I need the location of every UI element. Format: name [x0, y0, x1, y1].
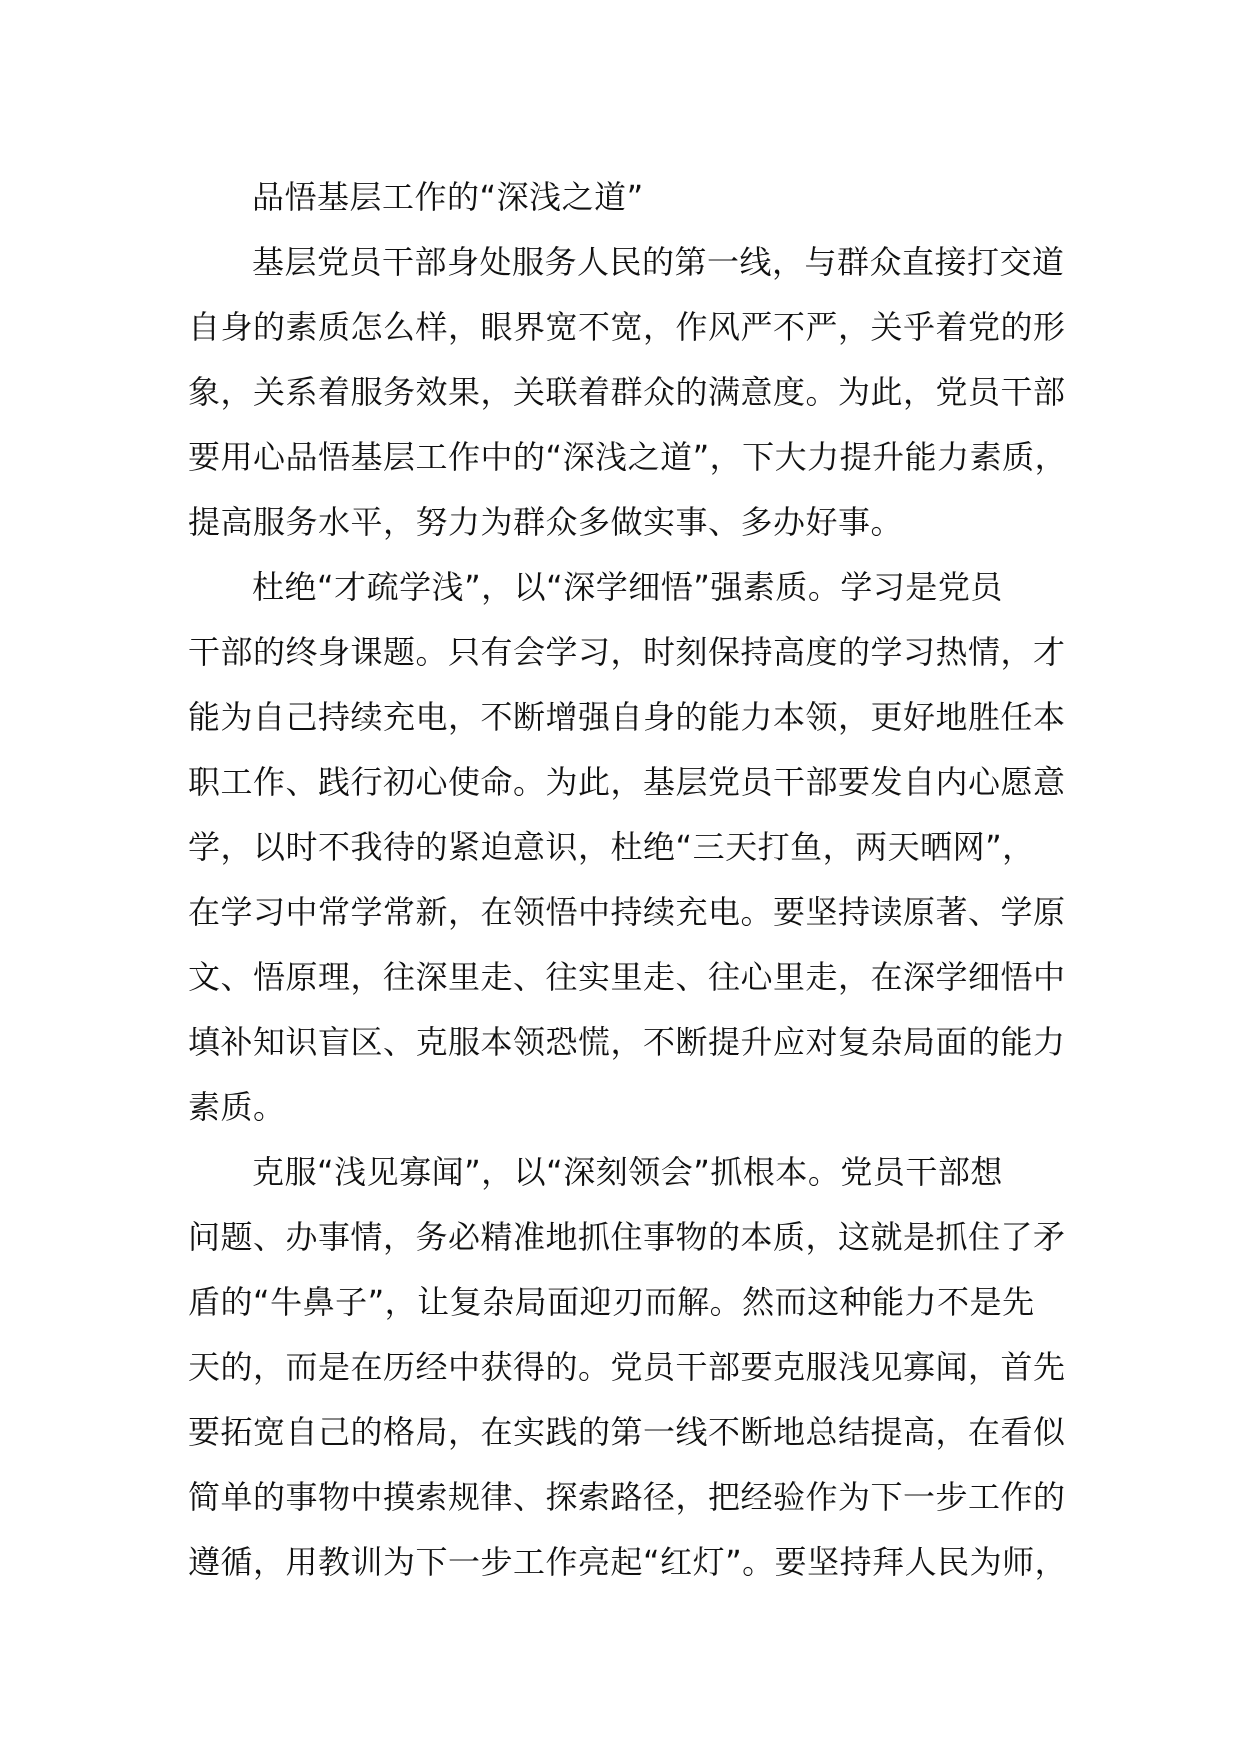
paragraph-2-line-9: 素质。: [188, 1088, 286, 1126]
paragraph-1-line-4: 要用心品悟基层工作中的“深浅之道”，下大力提升能力素质，: [188, 438, 1068, 476]
paragraph-1-line-5: 提高服务水平，努力为群众多做实事、多办好事。: [188, 503, 904, 541]
paragraph-3-line-7: 遵循，用教训为下一步工作亮起“红灯”。要坚持拜人民为师，: [188, 1543, 1068, 1581]
paragraph-3-line-2: 问题、办事情，务必精准地抓住事物的本质，这就是抓住了矛: [188, 1218, 1066, 1256]
paragraph-2-line-5: 学，以时不我待的紧迫意识，杜绝“三天打鱼，两天晒网”，: [188, 828, 1035, 866]
paragraph-3-line-4: 天的，而是在历经中获得的。党员干部要克服浅见寡闻，首先: [188, 1348, 1066, 1386]
paragraph-2-line-4: 职工作、践行初心使命。为此，基层党员干部要发自内心愿意: [188, 763, 1066, 801]
paragraph-1-line-2: 自身的素质怎么样，眼界宽不宽，作风严不严，关乎着党的形: [188, 308, 1066, 346]
paragraph-3-line-5: 要拓宽自己的格局，在实践的第一线不断地总结提高，在看似: [188, 1413, 1066, 1451]
paragraph-1-line-1: 基层党员干部身处服务人民的第一线，与群众直接打交道: [252, 243, 1065, 281]
paragraph-3-line-6: 简单的事物中摸索规律、探索路径，把经验作为下一步工作的: [188, 1478, 1066, 1516]
paragraph-1-line-3: 象，关系着服务效果，关联着群众的满意度。为此，党员干部: [188, 373, 1066, 411]
article-body: [188, 165, 1088, 1595]
paragraph-2-line-1: 杜绝“才疏学浅”，以“深学细悟”强素质。学习是党员: [252, 568, 1003, 606]
paragraph-2-line-8: 填补知识盲区、克服本领恐慌，不断提升应对复杂局面的能力: [188, 1023, 1066, 1061]
paragraph-2-line-6: 在学习中常学常新，在领悟中持续充电。要坚持读原著、学原: [188, 893, 1066, 931]
paragraph-2-line-3: 能为自己持续充电，不断增强自身的能力本领，更好地胜任本: [188, 698, 1066, 736]
paragraph-3-line-3: 盾的“牛鼻子”，让复杂局面迎刃而解。然而这种能力不是先: [188, 1283, 1035, 1321]
article-title: 品悟基层工作的“深浅之道”: [252, 178, 644, 216]
paragraph-3-line-1: 克服“浅见寡闻”，以“深刻领会”抓根本。党员干部想: [252, 1153, 1003, 1191]
paragraph-2-line-2: 干部的终身课题。只有会学习，时刻保持高度的学习热情，才: [188, 633, 1066, 671]
paragraph-2-line-7: 文、悟原理，往深里走、往实里走、往心里走，在深学细悟中: [188, 958, 1066, 996]
